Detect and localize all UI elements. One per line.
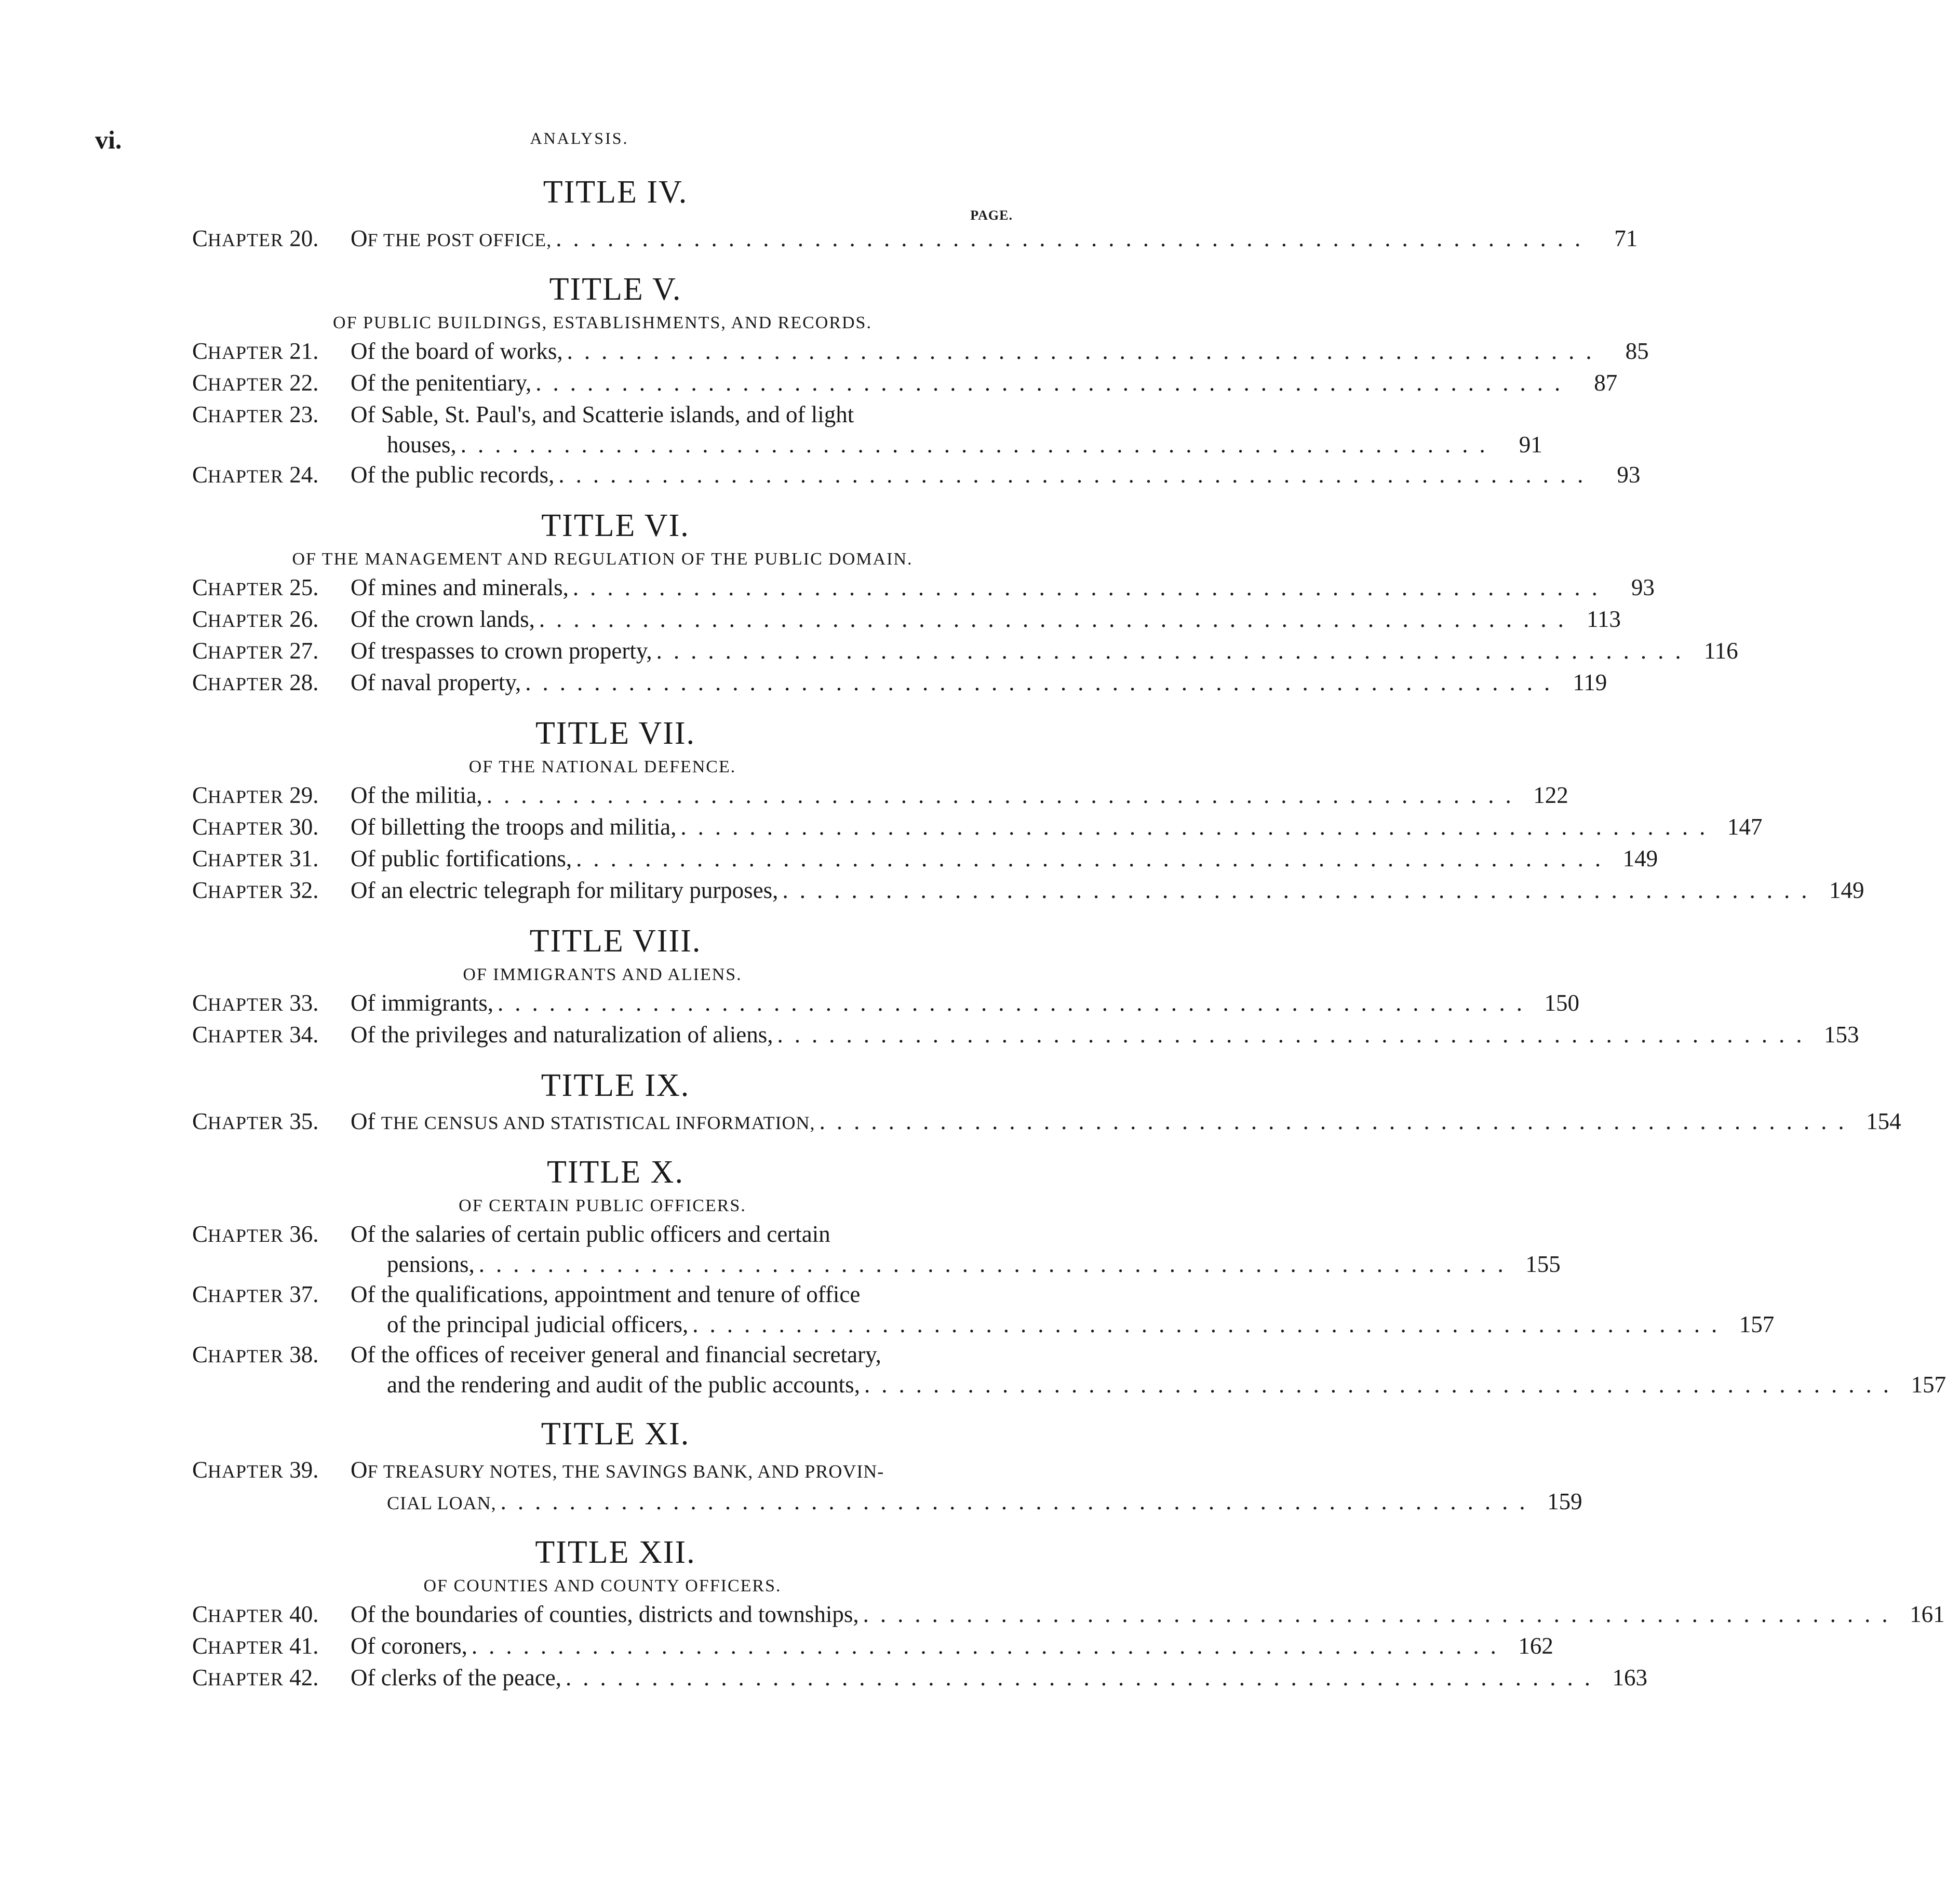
chapter-label-smallcaps: HAPTER xyxy=(208,881,284,902)
chapter-label: CHAPTER 37. xyxy=(192,1281,319,1307)
toc-entry xyxy=(192,604,1621,636)
chapter-label: CHAPTER 35. xyxy=(192,1108,319,1134)
entry-text xyxy=(351,223,1638,255)
page-ref: 91 xyxy=(1519,432,1542,458)
entry-text xyxy=(351,988,1579,1020)
entry-line xyxy=(351,812,1763,842)
entry-title: Of coroners, xyxy=(351,1633,467,1659)
entry-smallcaps: CIAL LOAN, xyxy=(387,1493,496,1513)
entry-title: Of the qualifications, appointment and tenure of office xyxy=(351,1281,861,1307)
toc-entry xyxy=(192,1631,1553,1662)
entry-text xyxy=(351,843,1658,875)
chapter-label-smallcaps: HAPTER xyxy=(208,994,284,1015)
entry-line xyxy=(351,1599,1945,1629)
page-ref: 119 xyxy=(1573,669,1607,695)
running-head xyxy=(0,125,1159,156)
chapter-label-smallcaps: HAPTER xyxy=(208,1026,284,1047)
toc-entry xyxy=(192,460,1641,491)
entry-line xyxy=(351,460,1641,490)
entry-text xyxy=(351,1219,1561,1279)
chapter-label: CHAPTER 41. xyxy=(192,1633,319,1659)
chapter-label: CHAPTER 40. xyxy=(192,1601,319,1627)
entry-line xyxy=(351,604,1621,634)
running-title: ANALYSIS. xyxy=(530,129,629,148)
section-subtitle: OF THE MANAGEMENT AND REGULATION OF THE PUBLIC DOMAIN. xyxy=(292,549,913,569)
entry-line xyxy=(351,572,1655,602)
section-subtitle: OF IMMIGRANTS AND ALIENS. xyxy=(463,965,742,984)
dot-leader: ............................................................ xyxy=(656,638,1693,664)
dot-leader: ............................................................ xyxy=(500,1489,1537,1514)
entry-line xyxy=(351,1279,1013,1309)
chapter-label: CHAPTER 26. xyxy=(192,606,319,632)
chapter-label: CHAPTER 29. xyxy=(192,782,319,808)
toc-entry xyxy=(192,1339,1946,1400)
entry-line xyxy=(351,988,1579,1018)
toc-entry xyxy=(192,843,1658,875)
dot-leader: ............................................................ xyxy=(535,370,1572,396)
chapter-label-smallcaps: HAPTER xyxy=(208,374,284,395)
toc-entry xyxy=(192,812,1763,843)
entry-line xyxy=(351,336,1649,366)
section-title: TITLE VII. xyxy=(535,716,696,751)
dot-leader: ............................................................ xyxy=(486,782,1523,808)
entry-text xyxy=(351,875,1864,907)
entry-title: Of the boundaries of counties, districts and townships, xyxy=(351,1601,859,1627)
section-title: TITLE IX. xyxy=(541,1068,690,1103)
entry-text xyxy=(351,1599,1945,1631)
chapter-label-smallcaps: HAPTER xyxy=(208,850,284,870)
dot-leader: ............................................................ xyxy=(478,1251,1515,1277)
page-ref: 157 xyxy=(1739,1311,1775,1337)
chapter-label: CHAPTER 20. xyxy=(192,225,319,251)
entry-text xyxy=(351,572,1655,604)
entry-line xyxy=(351,1106,1901,1138)
entry-text xyxy=(351,667,1607,699)
section-subtitle: OF THE NATIONAL DEFENCE. xyxy=(468,757,736,776)
entry-line xyxy=(351,1309,1775,1339)
page-ref: 71 xyxy=(1614,225,1638,251)
dot-leader: ............................................................ xyxy=(680,814,1717,840)
entry-title: Of the salaries of certain public officers and certain xyxy=(351,1221,830,1247)
page-ref: 93 xyxy=(1631,574,1655,600)
dot-leader: ............................................................ xyxy=(556,225,1592,251)
page-ref: 154 xyxy=(1866,1108,1901,1134)
dot-leader: ............................................................ xyxy=(777,1022,1814,1048)
page-ref: 155 xyxy=(1525,1251,1561,1277)
entry-text xyxy=(351,1631,1553,1662)
dot-leader: ............................................................ xyxy=(692,1311,1729,1337)
dot-leader: ............................................................ xyxy=(567,338,1603,364)
entry-title: Of the privileges and naturalization of aliens, xyxy=(351,1022,773,1048)
toc-entry xyxy=(192,572,1655,604)
entry-title: pensions, xyxy=(387,1251,475,1277)
chapter-label: CHAPTER 33. xyxy=(192,990,319,1016)
entry-title: Of the board of works, xyxy=(351,338,563,364)
entry-line xyxy=(351,843,1658,874)
chapter-label: CHAPTER 25. xyxy=(192,574,319,600)
page-ref: 153 xyxy=(1823,1022,1859,1048)
section-title: TITLE XII. xyxy=(535,1535,696,1570)
page-ref: 122 xyxy=(1533,782,1568,808)
entry-title: Of an electric telegraph for military purposes, xyxy=(351,877,779,903)
toc-entry xyxy=(192,1662,1648,1694)
page-ref: 163 xyxy=(1612,1665,1648,1691)
page-ref: 161 xyxy=(1910,1601,1945,1627)
section-title: TITLE VI. xyxy=(541,508,690,543)
entry-text xyxy=(351,368,1618,399)
entry-title: Of mines and minerals, xyxy=(351,574,569,600)
entry-line xyxy=(351,1249,1561,1279)
toc-entry xyxy=(192,636,1738,667)
chapter-label-smallcaps: HAPTER xyxy=(208,230,284,250)
entry-title: Of THE CENSUS AND STATISTICAL INFORMATION, xyxy=(351,1108,815,1134)
dot-leader: ............................................................ xyxy=(864,1372,1900,1398)
chapter-label-smallcaps: HAPTER xyxy=(208,1346,284,1366)
entry-text xyxy=(351,1020,1859,1051)
dot-leader: ............................................................ xyxy=(460,432,1497,458)
chapter-label-smallcaps: HAPTER xyxy=(208,406,284,426)
entry-text xyxy=(351,636,1738,667)
entry-title: Of billetting the troops and militia, xyxy=(351,814,677,840)
toc-entry xyxy=(192,667,1607,699)
entry-title xyxy=(387,1486,496,1518)
toc-entry xyxy=(192,336,1649,368)
chapter-label-smallcaps: HAPTER xyxy=(208,610,284,631)
chapter-label-smallcaps: HAPTER xyxy=(208,1637,284,1658)
entry-title: Of the offices of receiver general and financial secretary, xyxy=(351,1342,881,1367)
toc-entry xyxy=(192,1219,1561,1279)
chapter-label-smallcaps: HAPTER xyxy=(208,1285,284,1306)
chapter-label: CHAPTER 24. xyxy=(192,462,319,488)
dot-leader: ............................................................ xyxy=(497,990,1534,1016)
section-subtitle: OF PUBLIC BUILDINGS, ESTABLISHMENTS, AND RECORDS. xyxy=(333,313,872,332)
chapter-label-smallcaps: HAPTER xyxy=(208,1461,284,1482)
chapter-label-smallcaps: HAPTER xyxy=(208,1669,284,1690)
entry-line xyxy=(351,667,1607,698)
entry-title: Of immigrants, xyxy=(351,990,493,1016)
entry-line xyxy=(351,875,1864,905)
chapter-label: CHAPTER 34. xyxy=(192,1022,319,1048)
chapter-label-smallcaps: HAPTER xyxy=(208,1225,284,1246)
toc-entry xyxy=(192,223,1638,255)
chapter-label: CHAPTER 38. xyxy=(192,1342,319,1367)
page-ref: 147 xyxy=(1727,814,1763,840)
entry-line xyxy=(351,636,1738,666)
toc-entry xyxy=(192,399,1542,460)
page-ref: 87 xyxy=(1594,370,1618,396)
entry-line xyxy=(351,1020,1859,1050)
entry-line xyxy=(351,1455,1013,1486)
toc-entry xyxy=(192,1106,1901,1138)
section-title: TITLE IV. xyxy=(543,175,688,210)
chapter-label: CHAPTER 31. xyxy=(192,846,319,871)
section-title: TITLE X. xyxy=(547,1155,684,1190)
dot-leader: ............................................................ xyxy=(539,606,1575,632)
entry-text xyxy=(351,460,1641,491)
section-title: TITLE XI. xyxy=(541,1416,690,1452)
chapter-label: CHAPTER 36. xyxy=(192,1221,319,1247)
dot-leader: ............................................................ xyxy=(525,669,1562,695)
page-ref: 149 xyxy=(1829,877,1864,903)
entry-title: OF TREASURY NOTES, THE SAVINGS BANK, AND PROVIN- xyxy=(351,1457,884,1483)
entry-text xyxy=(351,780,1568,812)
chapter-label: CHAPTER 22. xyxy=(192,370,319,396)
page-ref: 113 xyxy=(1587,606,1621,632)
section-subtitle: OF CERTAIN PUBLIC OFFICERS. xyxy=(459,1196,746,1215)
entry-text xyxy=(351,604,1621,636)
toc-entry xyxy=(192,368,1618,399)
entry-line xyxy=(351,430,1542,460)
chapter-label-smallcaps: HAPTER xyxy=(208,642,284,663)
entry-title: Of public fortifications, xyxy=(351,846,572,871)
entry-text xyxy=(351,336,1649,368)
toc-entry xyxy=(192,1020,1859,1051)
chapter-label: CHAPTER 32. xyxy=(192,877,319,903)
dot-leader: ............................................................ xyxy=(572,574,1609,600)
entry-title: Of Sable, St. Paul's, and Scatterie islands, and of light xyxy=(351,401,854,427)
entry-title: OF THE POST OFFICE, xyxy=(351,225,552,251)
entry-text xyxy=(351,1339,1946,1400)
chapter-label-smallcaps: HAPTER xyxy=(208,466,284,487)
toc-entry xyxy=(192,988,1579,1020)
dot-leader: ............................................................ xyxy=(576,846,1613,871)
entry-title: and the rendering and audit of the public accounts, xyxy=(387,1372,860,1398)
page-ref: 150 xyxy=(1544,990,1579,1016)
entry-line xyxy=(351,780,1568,810)
dot-leader: ............................................................ xyxy=(566,1665,1602,1691)
toc-entry xyxy=(192,875,1864,907)
toc-entry xyxy=(192,1599,1945,1631)
entry-text xyxy=(351,812,1763,843)
entry-line xyxy=(351,1631,1553,1661)
entry-title: of the principal judicial officers, xyxy=(387,1311,689,1337)
chapter-label: CHAPTER 42. xyxy=(192,1665,319,1691)
chapter-label-smallcaps: HAPTER xyxy=(208,1605,284,1626)
entry-line xyxy=(351,1486,1582,1518)
entry-text xyxy=(351,1279,1775,1339)
entry-line xyxy=(351,399,1013,430)
section-title: TITLE V. xyxy=(549,272,682,307)
entry-title: Of the penitentiary, xyxy=(351,370,532,396)
dot-leader: ............................................................ xyxy=(782,877,1819,903)
entry-line xyxy=(351,223,1638,255)
page-ref: 116 xyxy=(1703,638,1738,664)
entry-title: Of the crown lands, xyxy=(351,606,535,632)
page-ref: 85 xyxy=(1625,338,1649,364)
chapter-label: CHAPTER 21. xyxy=(192,338,319,364)
entry-smallcaps: F THE POST OFFICE, xyxy=(367,230,552,250)
entry-line xyxy=(351,368,1618,398)
page-ref: 162 xyxy=(1518,1633,1553,1659)
chapter-label-smallcaps: HAPTER xyxy=(208,674,284,694)
chapter-label: CHAPTER 23. xyxy=(192,401,319,427)
entry-title: Of the militia, xyxy=(351,782,482,808)
table-of-contents xyxy=(192,171,1946,1694)
entry-line xyxy=(351,1370,1946,1400)
section-subtitle: OF COUNTIES AND COUNTY OFFICERS. xyxy=(423,1576,782,1595)
chapter-label-smallcaps: HAPTER xyxy=(208,579,284,599)
entry-text xyxy=(351,1662,1648,1694)
page-ref: 149 xyxy=(1622,846,1658,871)
toc-entry xyxy=(192,1279,1775,1339)
page-number: vi. xyxy=(95,125,122,154)
entry-line xyxy=(351,1339,1013,1370)
entry-title: Of trespasses to crown property, xyxy=(351,638,652,664)
chapter-label: CHAPTER 28. xyxy=(192,669,319,695)
dot-leader: ............................................................ xyxy=(863,1601,1899,1627)
chapter-label-smallcaps: HAPTER xyxy=(208,818,284,839)
dot-leader: ............................................................ xyxy=(558,462,1595,488)
dot-leader: ............................................................ xyxy=(471,1633,1508,1659)
dot-leader: ............................................................ xyxy=(819,1108,1856,1134)
chapter-label: CHAPTER 39. xyxy=(192,1457,319,1483)
page-ref: 159 xyxy=(1547,1489,1582,1514)
chapter-label: CHAPTER 27. xyxy=(192,638,319,664)
entry-smallcaps: F TREASURY NOTES, THE SAVINGS BANK, AND PROVIN- xyxy=(367,1461,884,1482)
page-column-label: PAGE. xyxy=(970,208,1013,223)
chapter-label-smallcaps: HAPTER xyxy=(208,786,284,807)
entry-title: houses, xyxy=(387,432,457,458)
entry-line xyxy=(351,1662,1648,1693)
entry-line xyxy=(351,1219,1013,1249)
chapter-label: CHAPTER 30. xyxy=(192,814,319,840)
chapter-label-smallcaps: HAPTER xyxy=(208,342,284,363)
entry-text xyxy=(351,1455,1582,1518)
toc-entry xyxy=(192,780,1568,812)
page-ref: 93 xyxy=(1617,462,1641,488)
entry-text xyxy=(351,399,1542,460)
entry-text xyxy=(351,1106,1901,1138)
entry-title: Of the public records, xyxy=(351,462,555,488)
entry-title: Of clerks of the peace, xyxy=(351,1665,562,1691)
section-title: TITLE VIII. xyxy=(529,923,702,959)
chapter-label-smallcaps: HAPTER xyxy=(208,1112,284,1133)
entry-title: Of naval property, xyxy=(351,669,521,695)
toc-entry xyxy=(192,1455,1582,1518)
page-ref: 157 xyxy=(1911,1372,1946,1398)
entry-smallcaps: THE CENSUS AND STATISTICAL INFORMATION, xyxy=(381,1112,815,1133)
